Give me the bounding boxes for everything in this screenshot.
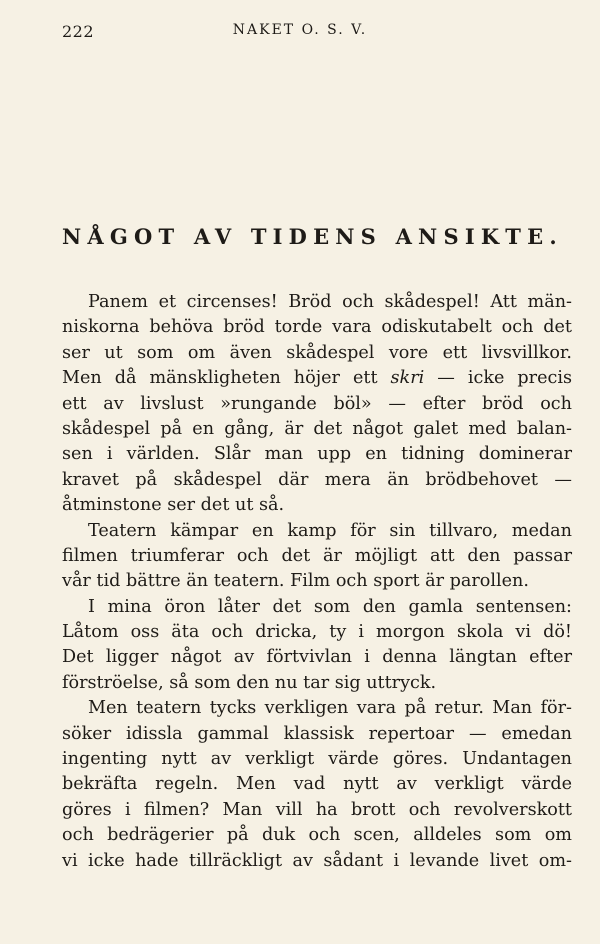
text-line: göres i filmen? Man vill ha brott och revolverskott xyxy=(62,799,572,820)
text-line: kravet på skådespel där mera än brödbehovet — xyxy=(62,469,572,490)
running-title: NAKET O. S. V. xyxy=(232,22,368,38)
text-line: ser ut som om även skådespel vore ett livsvillkor. xyxy=(62,342,572,363)
text-line: sen i världen. Slår man upp en tidning dominerar xyxy=(62,444,572,465)
text-line: filmen triumferar och det är möjligt att den passar xyxy=(62,545,572,566)
text-line: Teatern kämpar en kamp för sin tillvaro, medan xyxy=(88,520,572,541)
text-line: bekräfta regeln. Men vad nytt av verkligt värde xyxy=(62,774,572,795)
text-line: ingenting nytt av verkligt värde göres. Undantagen xyxy=(62,749,572,770)
text-line: niskorna behöva bröd torde vara odiskutabelt och det xyxy=(62,317,572,338)
text-line: Låtom oss äta och dricka, ty i morgon skola vi dö! xyxy=(62,622,572,643)
running-header xyxy=(0,0,600,60)
page-number: 222 xyxy=(62,22,95,41)
text-segment: Men då mänskligheten höjer ett xyxy=(62,368,378,389)
text-line: I mina öron låter det som den gamla sentensen: xyxy=(88,596,572,617)
text-line: Panem et circenses! Bröd och skådespel! Att män- xyxy=(88,292,572,312)
italic-word: skri xyxy=(390,368,425,389)
chapter-title: NÅGOT AV TIDENS ANSIKTE. xyxy=(62,224,563,249)
text-line: Det ligger något av förtvivlan i denna längtan efter xyxy=(62,647,572,668)
text-line: ett av livslust »rungande böl» — efter bröd och xyxy=(62,393,572,414)
body-text xyxy=(62,290,572,874)
text-line: och bedrägerier på duk och scen, alldeles som om xyxy=(62,825,572,846)
text-line: skådespel på en gång, är det något galet med balan- xyxy=(62,418,572,439)
text-line: Men teatern tycks verkligen vara på retur. Man för- xyxy=(88,698,572,719)
text-line xyxy=(62,366,572,391)
text-line: vi icke hade tillräckligt av sådant i levande livet om- xyxy=(62,850,572,871)
text-segment: — icke precis xyxy=(437,368,572,389)
text-line: vår tid bättre än teatern. Film och sport är parollen. xyxy=(62,571,529,592)
text-line: söker idissla gammal klassisk repertoar — emedan xyxy=(62,723,572,744)
text-line: förströelse, så som den nu tar sig uttryck. xyxy=(62,672,437,693)
text-line: åtminstone ser det ut så. xyxy=(62,495,285,516)
